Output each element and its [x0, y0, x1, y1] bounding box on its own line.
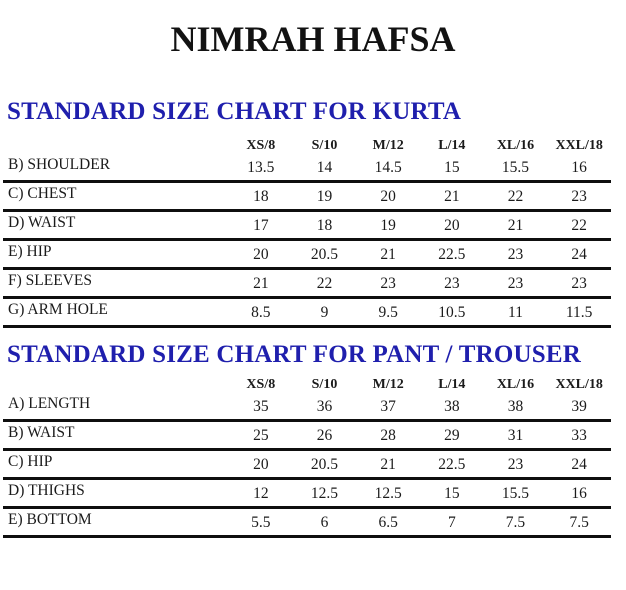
- size-column-header: XXL/18: [555, 138, 603, 153]
- measurement-value: 25: [253, 427, 269, 444]
- measurement-label: C) HIP: [8, 453, 53, 470]
- measurement-value: 21: [380, 456, 396, 473]
- measurement-value: 33: [571, 427, 587, 444]
- size-column-header: M/12: [372, 377, 404, 392]
- measurement-value: 31: [507, 427, 524, 444]
- measurement-value: 22: [507, 188, 524, 205]
- size-column-header: L/14: [438, 138, 466, 153]
- measurement-value: 29: [444, 427, 460, 444]
- measurement-value: 20.5: [310, 246, 339, 263]
- measurement-value: 7.5: [505, 514, 526, 531]
- corner-spacer-cell: [3, 377, 229, 393]
- measurement-value: 15.5: [501, 485, 530, 502]
- measurement-label: E) BOTTOM: [8, 511, 92, 528]
- measurement-value: 11: [508, 304, 523, 321]
- measurement-value: 21: [380, 246, 396, 263]
- measurement-value: 15: [444, 485, 460, 502]
- measurement-value: 23: [507, 275, 524, 292]
- measurement-row: [3, 241, 611, 270]
- measurement-value: 21: [444, 188, 460, 205]
- size-column-header: XS/8: [246, 138, 276, 153]
- measurement-value: 38: [507, 398, 524, 415]
- measurement-value: 38: [444, 398, 460, 415]
- corner-spacer-cell: [3, 138, 229, 154]
- measurement-value: 39: [571, 398, 587, 415]
- measurement-row: [3, 212, 611, 241]
- measurement-value: 37: [380, 398, 396, 415]
- measurement-value: 12: [253, 485, 269, 502]
- measurement-value: 20: [253, 246, 269, 263]
- size-header-row: [3, 138, 611, 154]
- measurement-value: 9.5: [378, 304, 398, 321]
- measurement-value: 7: [447, 514, 456, 531]
- measurement-value: 16: [571, 485, 587, 502]
- size-header-row: [3, 377, 611, 393]
- brand-title: NIMRAH HAFSA: [170, 19, 456, 59]
- measurement-label: E) HIP: [8, 243, 52, 260]
- measurement-value: 23: [380, 275, 396, 292]
- measurement-label: C) CHEST: [8, 185, 77, 202]
- measurement-row: [3, 480, 611, 509]
- measurement-value: 26: [316, 427, 333, 444]
- measurement-value: 16: [571, 159, 587, 176]
- measurement-value: 13.5: [247, 159, 275, 176]
- measurement-value: 24: [571, 456, 587, 473]
- measurement-value: 28: [380, 427, 396, 444]
- size-column-header: S/10: [311, 138, 338, 153]
- measurement-value: 24: [571, 246, 587, 263]
- measurement-value: 12.5: [374, 485, 402, 502]
- measurement-value: 11.5: [565, 304, 593, 321]
- measurement-value: 15.5: [501, 159, 530, 176]
- measurement-value: 6.5: [378, 514, 398, 531]
- measurement-value: 14: [316, 159, 333, 176]
- measurement-row: [3, 154, 611, 183]
- measurement-row: [3, 270, 611, 299]
- measurement-value: 23: [507, 246, 524, 263]
- measurement-value: 20: [444, 217, 460, 234]
- measurement-row: [3, 299, 611, 328]
- measurement-value: 23: [444, 275, 460, 292]
- measurement-row: [3, 422, 611, 451]
- measurement-value: 19: [316, 188, 333, 205]
- kurta-section: [0, 98, 626, 328]
- measurement-value: 22: [571, 217, 587, 234]
- measurement-label: D) THIGHS: [8, 482, 85, 499]
- measurement-row: [3, 183, 611, 212]
- measurement-label: B) SHOULDER: [8, 156, 111, 173]
- measurement-value: 36: [316, 398, 333, 415]
- size-column-header: XL/16: [496, 138, 535, 153]
- measurement-value: 23: [507, 456, 524, 473]
- measurement-value: 23: [571, 275, 587, 292]
- measurement-value: 22.5: [438, 456, 466, 473]
- pant-size-table: [3, 377, 611, 538]
- measurement-value: 22: [316, 275, 333, 292]
- measurement-value: 14.5: [374, 159, 402, 176]
- measurement-value: 15: [444, 159, 460, 176]
- size-column-header: XL/16: [496, 377, 535, 392]
- measurement-value: 12.5: [310, 485, 339, 502]
- measurement-row: [3, 509, 611, 538]
- measurement-value: 9: [320, 304, 329, 321]
- measurement-value: 17: [253, 217, 269, 234]
- measurement-value: 22.5: [438, 246, 466, 263]
- measurement-value: 21: [253, 275, 269, 292]
- size-column-header: XS/8: [246, 377, 276, 392]
- measurement-value: 35: [253, 398, 269, 415]
- measurement-row: [3, 393, 611, 422]
- measurement-value: 18: [253, 188, 269, 205]
- pant-section: [0, 341, 626, 538]
- measurement-value: 7.5: [569, 514, 589, 531]
- measurement-value: 21: [507, 217, 524, 234]
- measurement-label: A) LENGTH: [8, 395, 91, 412]
- measurement-label: D) WAIST: [8, 214, 76, 231]
- measurement-value: 8.5: [251, 304, 271, 321]
- measurement-label: F) SLEEVES: [8, 272, 92, 289]
- measurement-value: 20: [380, 188, 396, 205]
- kurta-size-table: [3, 138, 611, 328]
- pant-section-heading: STANDARD SIZE CHART FOR PANT / TROUSER: [7, 341, 581, 368]
- size-column-header: XXL/18: [555, 377, 603, 392]
- kurta-section-heading: STANDARD SIZE CHART FOR KURTA: [7, 98, 462, 125]
- measurement-value: 23: [571, 188, 587, 205]
- size-column-header: L/14: [438, 377, 466, 392]
- measurement-value: 20: [253, 456, 269, 473]
- size-column-header: M/12: [372, 138, 404, 153]
- measurement-value: 6: [320, 514, 329, 531]
- measurement-value: 19: [380, 217, 396, 234]
- measurement-value: 10.5: [438, 304, 466, 321]
- measurement-value: 5.5: [251, 514, 271, 531]
- measurement-value: 20.5: [310, 456, 339, 473]
- measurement-label: G) ARM HOLE: [8, 301, 108, 318]
- measurement-label: B) WAIST: [8, 424, 75, 441]
- measurement-value: 18: [316, 217, 333, 234]
- size-column-header: S/10: [311, 377, 338, 392]
- measurement-row: [3, 451, 611, 480]
